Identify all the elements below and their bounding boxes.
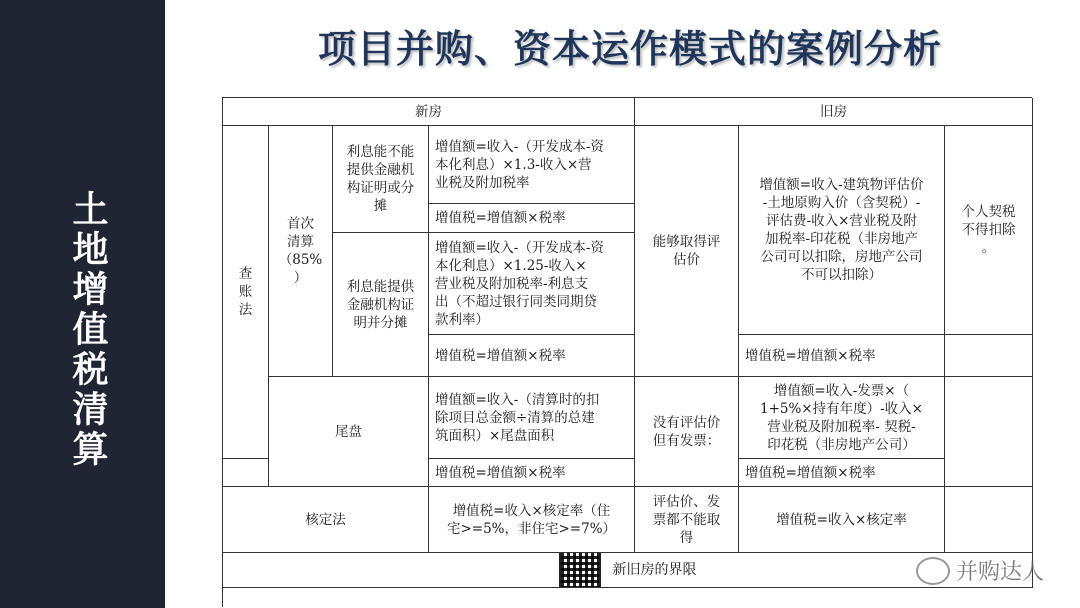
formula-eval: 增值额=收入-建筑物评估价 -土地原购入价（含契税）- 评估费-收入×营业税及附 加税率-印花税（非房地产 公司可以扣除，房地产公司 不可以扣除） (739, 126, 945, 335)
audit-method-label: 查 账 法 (223, 126, 269, 459)
page-title: 项目并购、资本运作模式的案例分析 (317, 27, 942, 71)
invoice-only-label: 没有评估价 但有发票： (635, 377, 739, 487)
eval-available-label: 能够取得评 估价 (635, 126, 739, 377)
qr-code-icon (559, 553, 601, 588)
sidebar-title: 土地增值税清算 (67, 190, 108, 470)
interest-provable-label: 利息能提供 金融机构证 明并分摊 (333, 233, 429, 377)
formula-1-3: 增值额=收入-（开发成本-资 本化利息）×1.3-收入×营 业税及附加税率 (429, 126, 635, 204)
formula-verified: 增值税=收入×核定率（住 宅>=5%，非住宅>=7%） (429, 487, 635, 553)
vat-formula-2: 增值税=增值额×税率 (429, 335, 635, 377)
vat-formula-3: 增值税=增值额×税率 (429, 459, 635, 487)
formula-tail: 增值额=收入-（清算时的扣 除项目总金额÷清算的总建 筑面积）×尾盘面积 (429, 377, 635, 459)
tax-table (222, 97, 1032, 607)
vat-formula-5: 增值税=增值额×税率 (739, 459, 945, 487)
tail-label: 尾盘 (269, 377, 429, 487)
formula-invoice: 增值额=收入-发票×（ 1+5%×持有年度）-收入× 营业税及附加税率- 契税- 印花税（非房地产公司） (739, 377, 945, 459)
watermark (916, 555, 1044, 586)
sidebar (0, 0, 165, 608)
interest-unprovable-label: 利息能不能 提供金融机 构证明或分 摊 (333, 126, 429, 233)
wechat-icon (916, 557, 950, 585)
formula-1-25: 增值额=收入-（开发成本-资 本化利息）×1.25-收入× 营业税及附加税率-利息支 出（不超过银行同类同期贷 款利率） (429, 233, 635, 335)
footer-row (223, 553, 1033, 588)
vat-formula-4: 增值税=增值额×税率 (739, 335, 945, 377)
blank-cell (223, 459, 269, 487)
header-old-house: 旧房 (635, 98, 1033, 126)
vat-formula-1: 增值税=增值额×税率 (429, 204, 635, 233)
header-new-house: 新房 (223, 98, 635, 126)
watermark-text: 并购达人 (955, 560, 1044, 585)
first-settlement-label: 首次 清算 （85% ） (269, 126, 333, 377)
personal-deed-note: 个人契税 不得扣除 。 (945, 126, 1033, 335)
blank-cell (945, 335, 1033, 377)
footer-label: 新旧房的界限 (612, 562, 697, 578)
formula-neither: 增值税=收入×核定率 (739, 487, 945, 553)
verified-method-label: 核定法 (223, 487, 429, 553)
neither-label: 评估价、发 票都不能取 得 (635, 487, 739, 553)
blank-cell (945, 487, 1033, 553)
blank-cell (945, 377, 1033, 487)
